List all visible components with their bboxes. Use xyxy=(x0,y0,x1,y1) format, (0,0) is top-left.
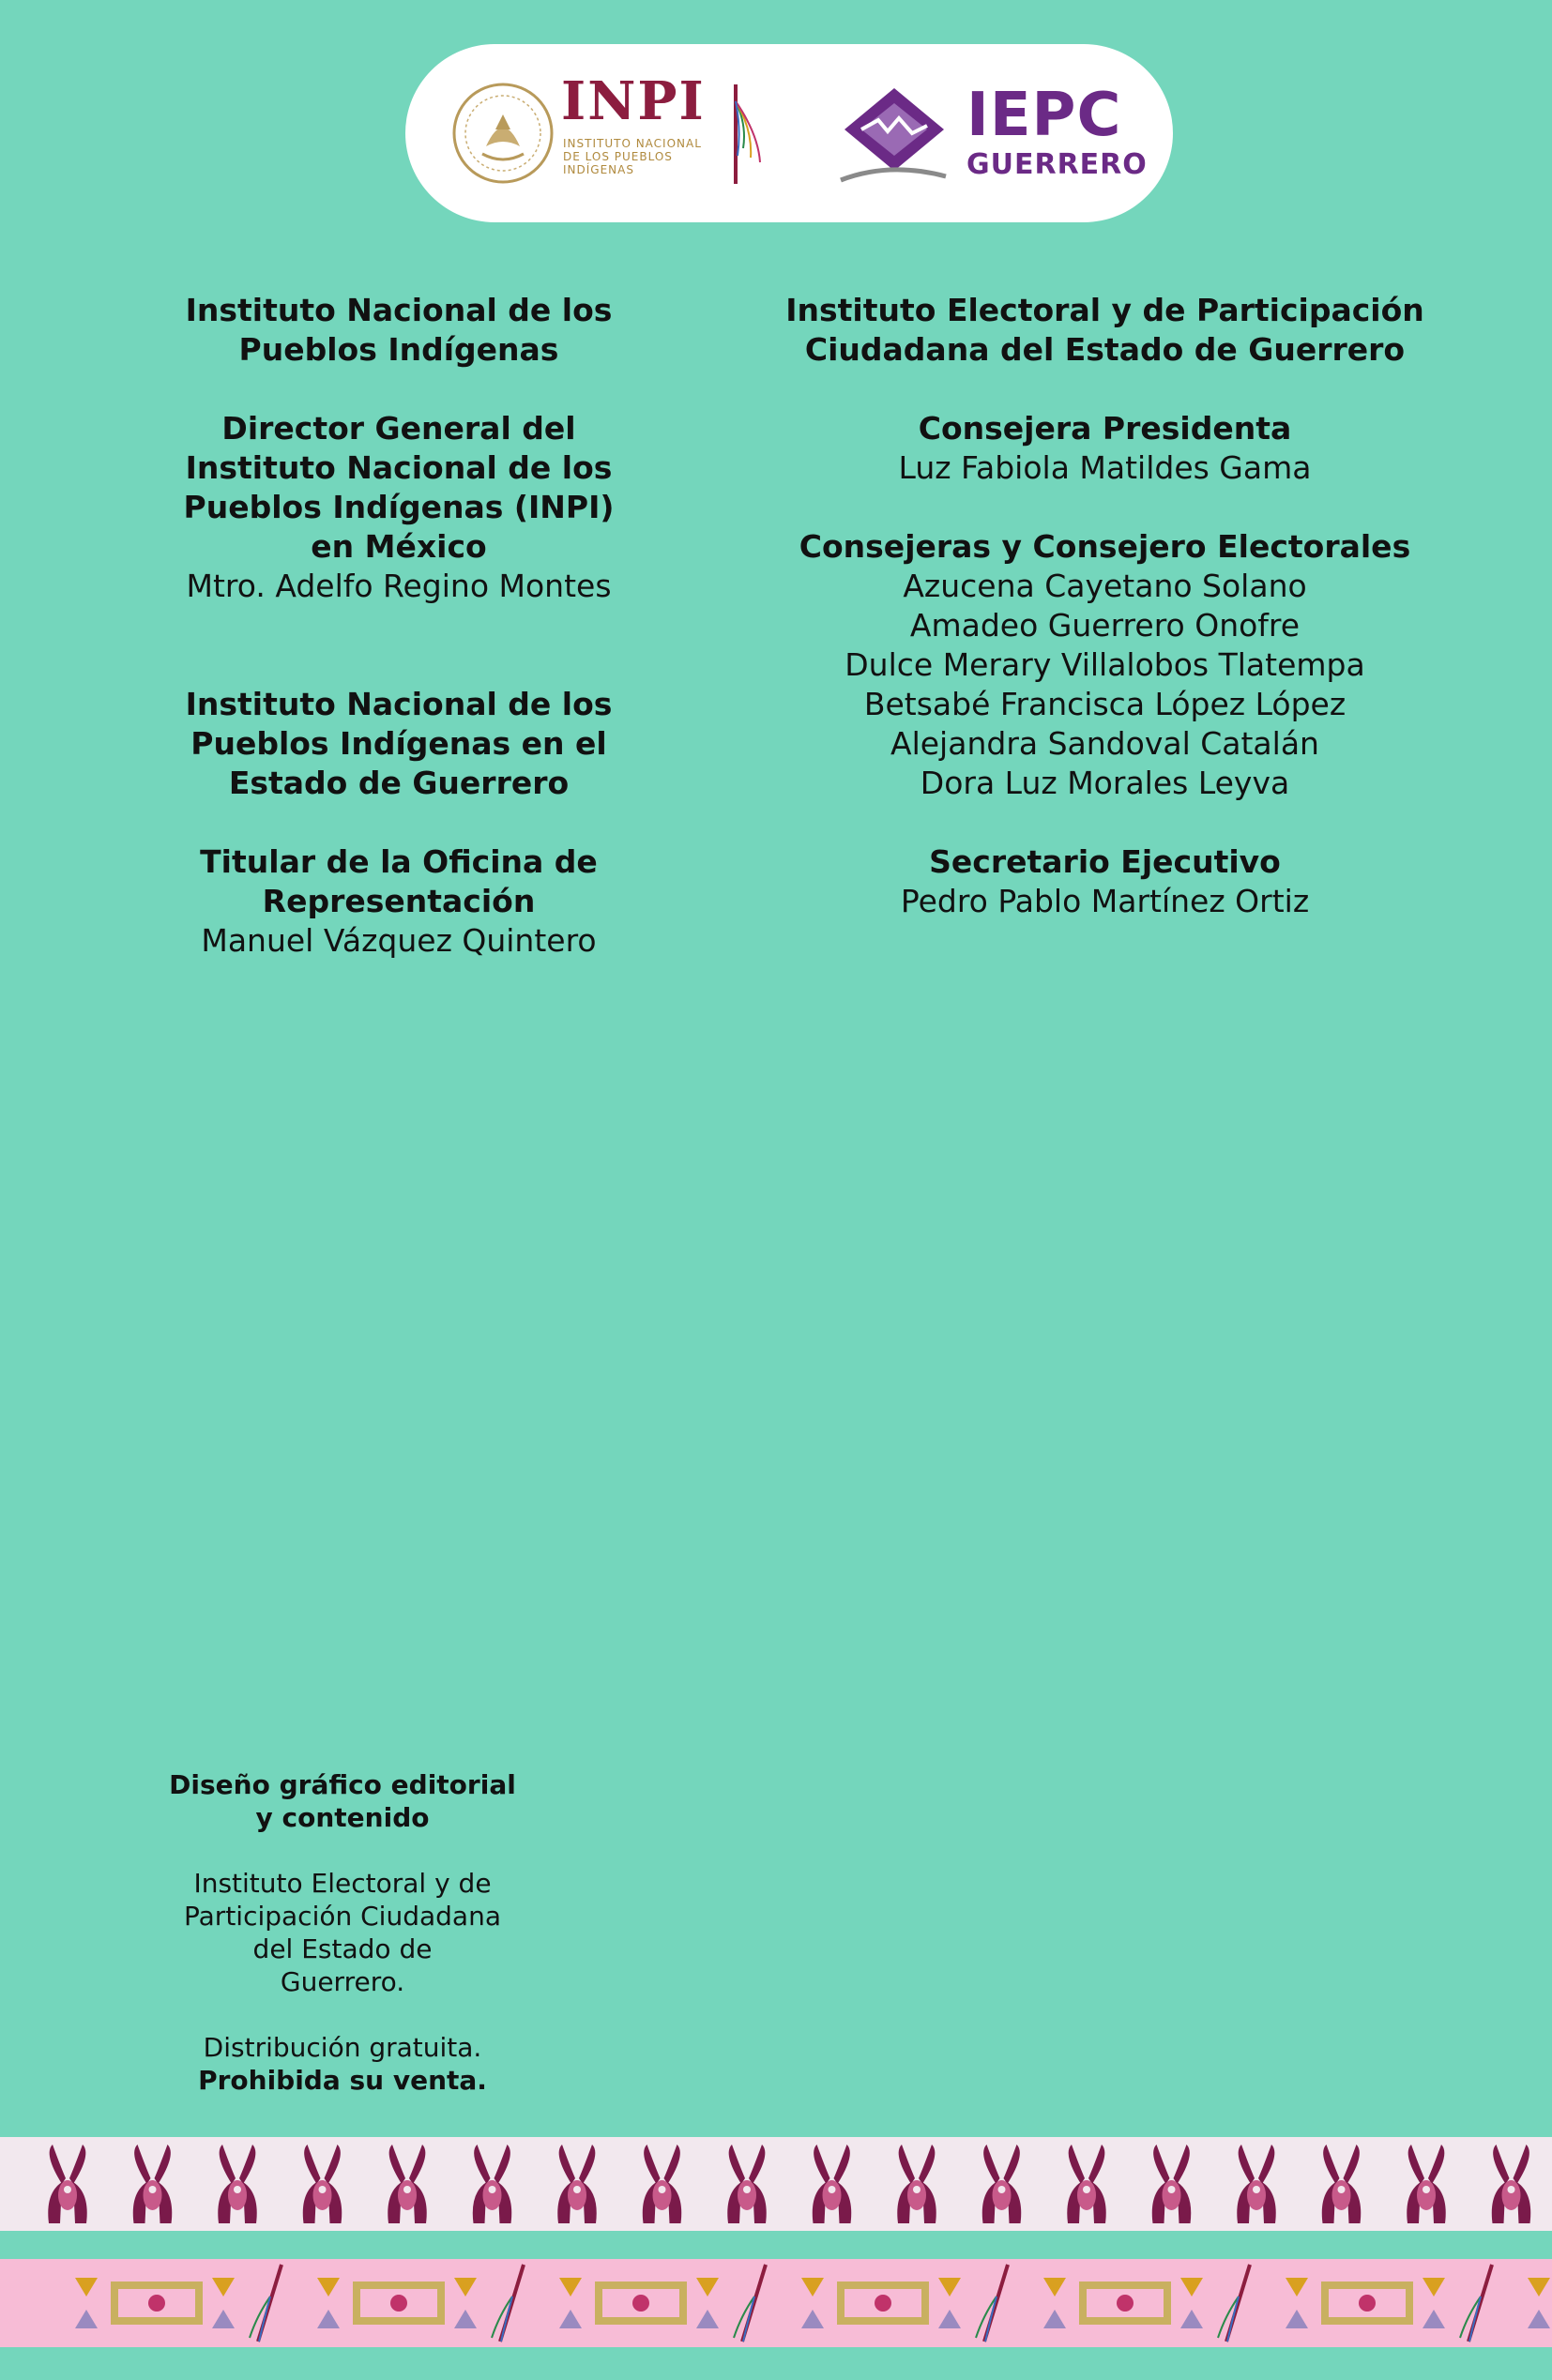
design-credits-heading: Diseño gráfico editorial y contenido xyxy=(169,1769,516,1833)
embroidery-pattern-band xyxy=(0,2259,1552,2347)
mexican-coat-of-arms-seal-icon xyxy=(450,81,555,186)
office-head-title: Titular de la Oficina de Representación xyxy=(200,843,598,919)
inpi-wordmark: INPI xyxy=(561,70,706,132)
councilors-title: Consejeras y Consejero Electorales xyxy=(799,528,1411,565)
free-distribution-note: Distribución gratuita. xyxy=(203,2032,482,2063)
design-credits-body: Instituto Electoral y de Participación Ciudadana del Estado de Guerrero. xyxy=(184,1868,501,1997)
ceremonial-staff-icon xyxy=(723,83,766,186)
not-for-sale-note: Prohibida su venta. xyxy=(198,2065,487,2096)
inpi-credits-column xyxy=(131,291,666,961)
iepc-credits-column xyxy=(769,291,1440,921)
iepc-subtitle: GUERRERO xyxy=(966,148,1148,181)
orchid-pattern-band xyxy=(0,2137,1552,2231)
president-title: Consejera Presidenta xyxy=(918,410,1292,447)
president-name: Luz Fabiola Matildes Gama xyxy=(898,449,1312,486)
councilor-name: Amadeo Guerrero Onofre xyxy=(909,607,1301,644)
councilor-name: Betsabé Francisca López López xyxy=(863,686,1347,722)
design-credits xyxy=(141,1768,544,2097)
executive-secretary-title: Secretario Ejecutivo xyxy=(929,843,1281,880)
iepc-organization-name: Instituto Electoral y de Participación Ciudadana del Estado de Guerrero xyxy=(785,292,1424,368)
councilor-name: Alejandra Sandoval Catalán xyxy=(890,725,1319,762)
inpi-organization-name: Instituto Nacional de los Pueblos Indígenas xyxy=(185,292,613,368)
iepc-diamond-emblem-icon xyxy=(833,83,955,186)
iepc-wordmark: IEPC xyxy=(966,81,1122,150)
inpi-guerrero-organization-name: Instituto Nacional de los Pueblos Indígenas en el Estado de Guerrero xyxy=(185,686,613,801)
director-general-title: Director General del Instituto Nacional de los Pueblos Indígenas (INPI) en México xyxy=(183,410,615,565)
executive-secretary-name: Pedro Pablo Martínez Ortiz xyxy=(900,883,1310,919)
councilor-name: Dulce Merary Villalobos Tlatempa xyxy=(844,646,1365,683)
director-general-name: Mtro. Adelfo Regino Montes xyxy=(186,568,612,604)
office-head-name: Manuel Vázquez Quintero xyxy=(201,922,597,959)
councilor-name: Dora Luz Morales Leyva xyxy=(920,765,1290,801)
inpi-subtitle: INSTITUTO NACIONAL DE LOS PUEBLOS INDÍGENAS xyxy=(563,137,702,176)
councilor-name: Azucena Cayetano Solano xyxy=(903,568,1307,604)
